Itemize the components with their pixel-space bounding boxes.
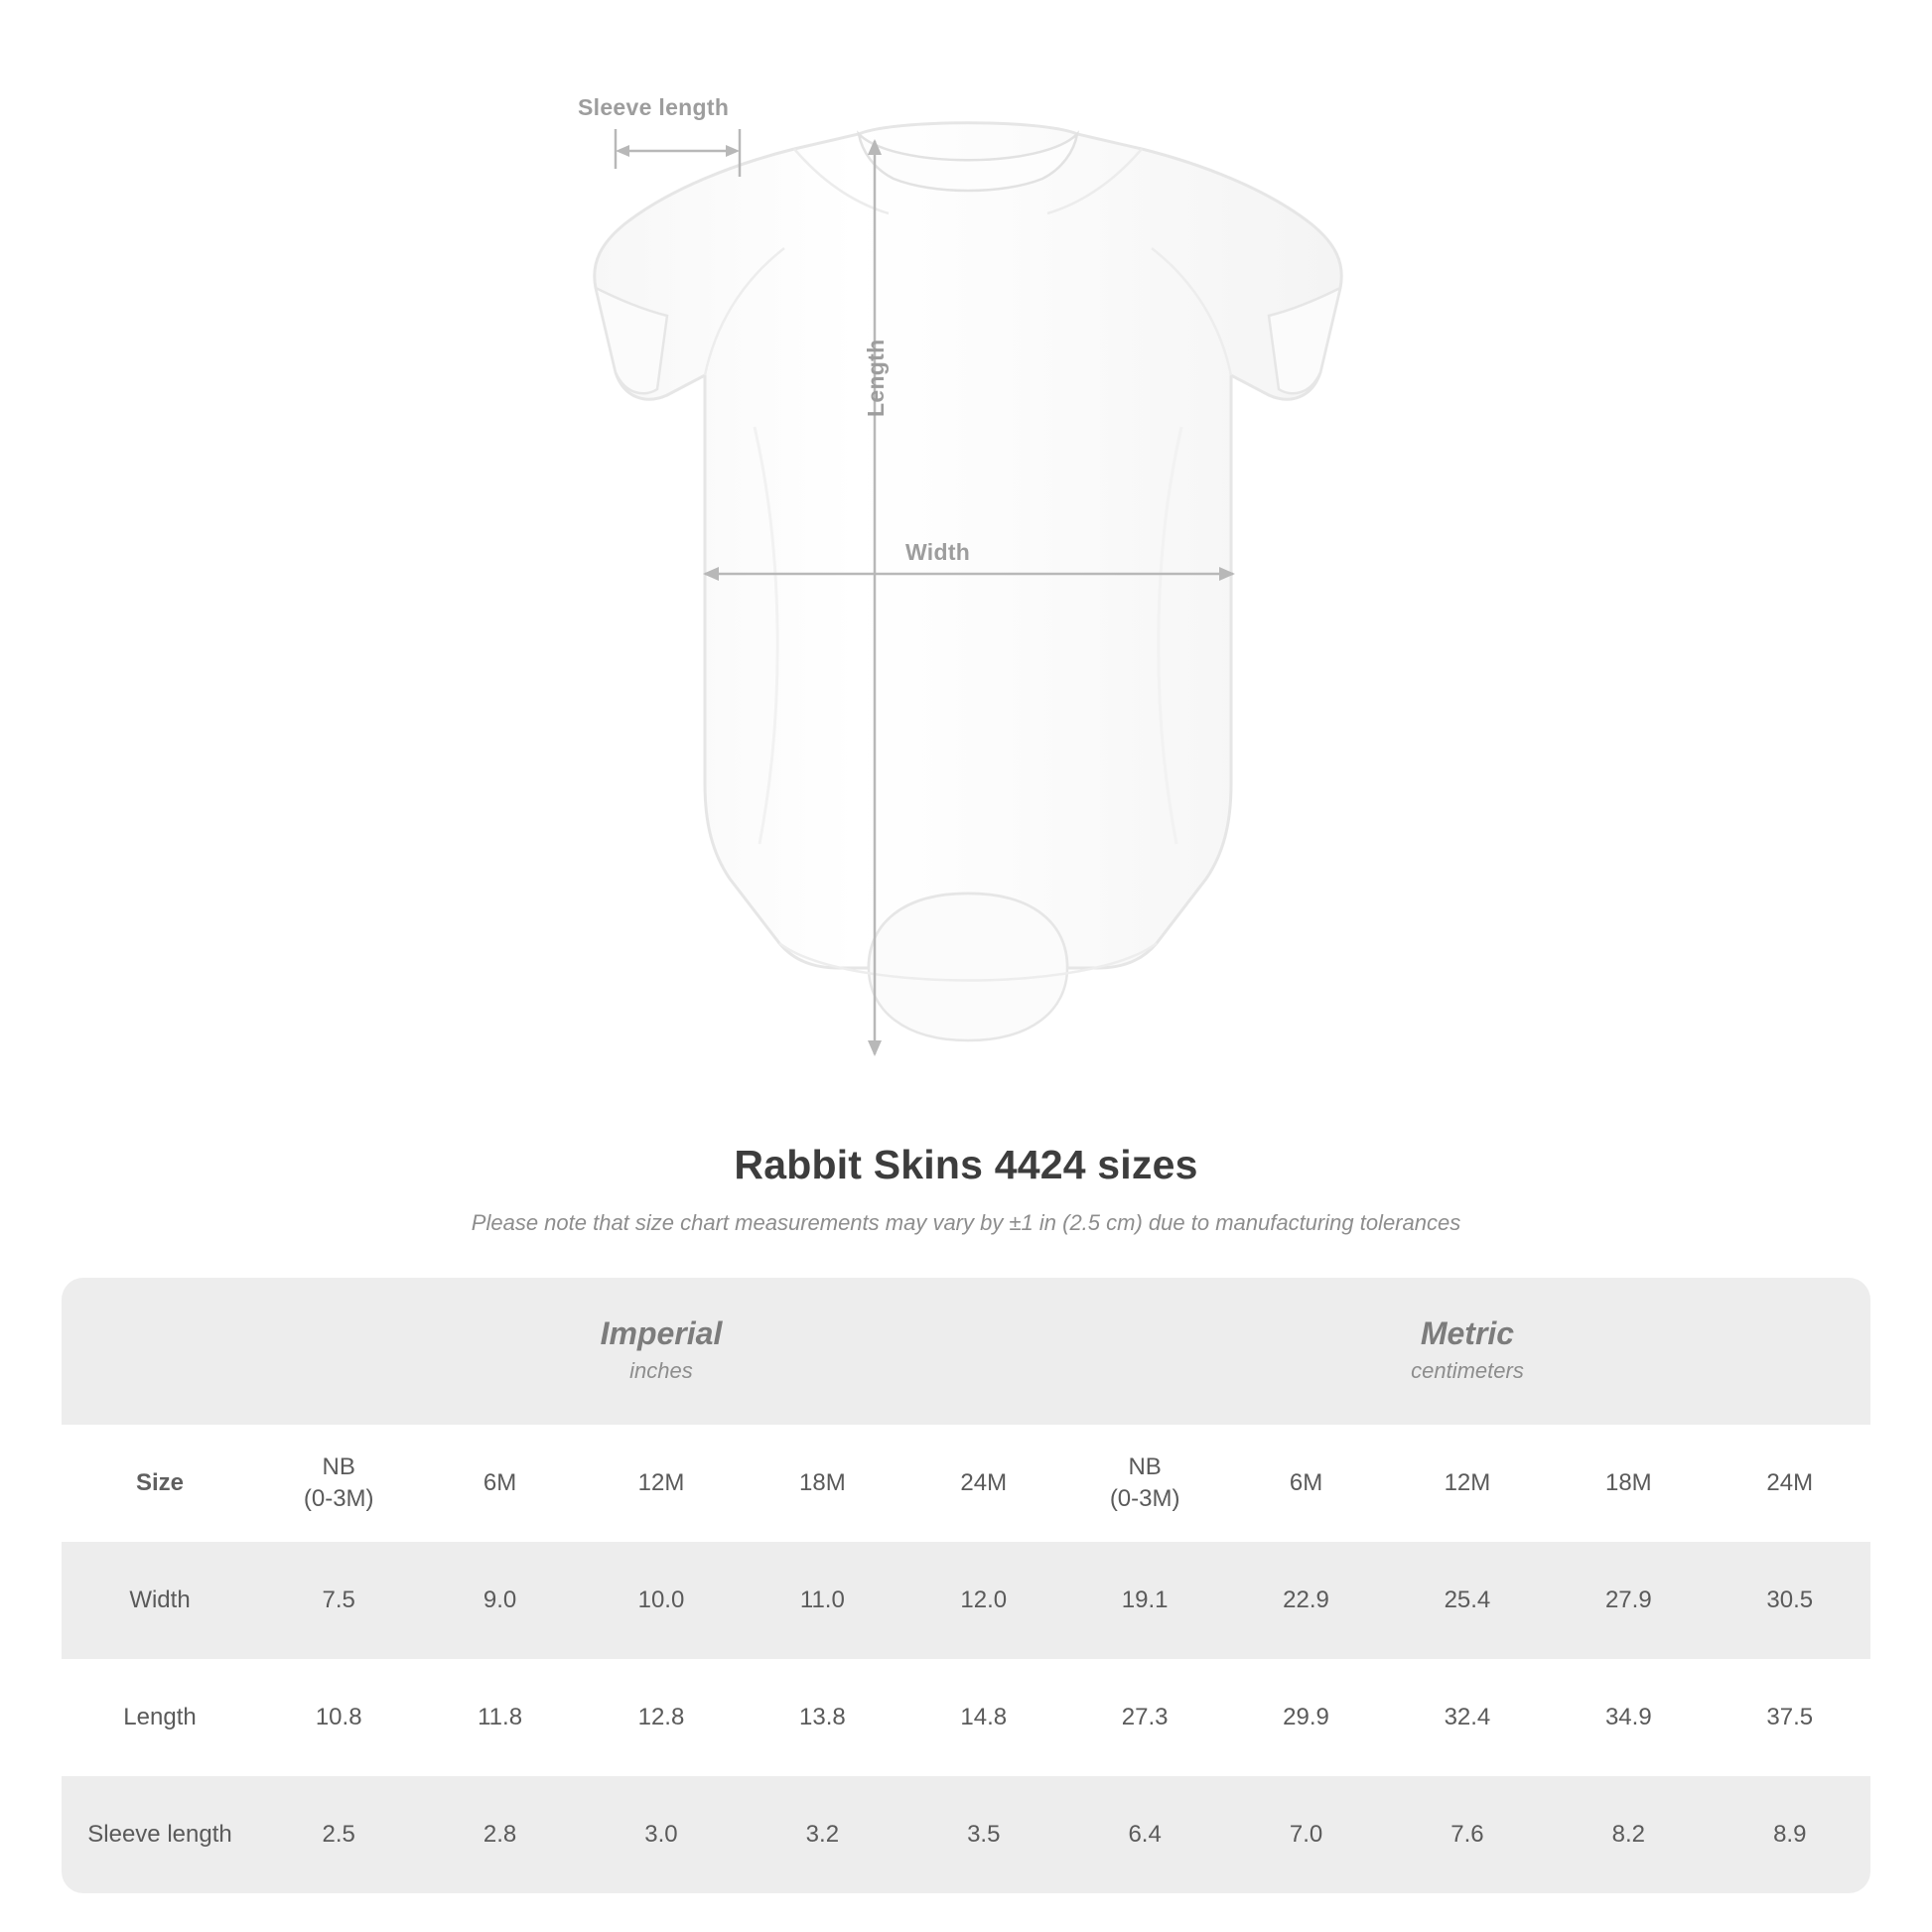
cell-length-6m-imperial: 11.8: [419, 1659, 580, 1776]
cell-sleeve-12m-imperial: 3.0: [581, 1776, 742, 1893]
column-header-24m-imperial: 24M: [903, 1425, 1064, 1542]
row-label-length: Length: [62, 1659, 258, 1776]
cell-width-nb-metric: 19.1: [1064, 1542, 1225, 1659]
cell-sleeve-12m-metric: 7.6: [1387, 1776, 1548, 1893]
column-header-bottom: (0-3M): [303, 1485, 374, 1512]
size-table-container: [62, 1278, 1870, 1893]
unit-header-row: [62, 1278, 1870, 1425]
cell-sleeve-6m-imperial: 2.8: [419, 1776, 580, 1893]
column-header-12m-imperial: 12M: [581, 1425, 742, 1542]
column-header-top: NB: [1128, 1452, 1162, 1480]
column-header-18m-imperial: 18M: [742, 1425, 902, 1542]
cell-sleeve-24m-metric: 8.9: [1710, 1776, 1870, 1893]
cell-length-18m-metric: 34.9: [1548, 1659, 1709, 1776]
cell-width-12m-imperial: 10.0: [581, 1542, 742, 1659]
length-dimension-label: Length: [863, 339, 889, 417]
cell-width-18m-metric: 27.9: [1548, 1542, 1709, 1659]
table-row: [62, 1659, 1870, 1776]
column-header-bottom: (0-3M): [1109, 1485, 1180, 1512]
unit-name-metric: Metric: [1420, 1315, 1515, 1352]
table-corner-cell: [62, 1278, 258, 1425]
width-dimension-label: Width: [905, 539, 971, 565]
row-label-sleeve-length: Sleeve length: [62, 1776, 258, 1893]
unit-sub-metric: centimeters: [1411, 1358, 1524, 1384]
column-header-12m-metric: 12M: [1387, 1425, 1548, 1542]
column-header-6m-metric: 6M: [1225, 1425, 1386, 1542]
tolerance-note: Please note that size chart measurements may vary by ±1 in (2.5 cm) due to manufacturing tolerances: [471, 1210, 1461, 1235]
page-title: Rabbit Skins 4424 sizes: [734, 1142, 1198, 1187]
cell-sleeve-nb-metric: 6.4: [1064, 1776, 1225, 1893]
cell-width-nb-imperial: 7.5: [258, 1542, 419, 1659]
size-header-row: [62, 1425, 1870, 1542]
cell-length-12m-imperial: 12.8: [581, 1659, 742, 1776]
sleeve-length-dimension-label: Sleeve length: [578, 94, 730, 120]
row-label-width: Width: [62, 1542, 258, 1659]
cell-sleeve-6m-metric: 7.0: [1225, 1776, 1386, 1893]
cell-width-18m-imperial: 11.0: [742, 1542, 902, 1659]
column-header-nb-imperial: [258, 1425, 419, 1542]
cell-length-12m-metric: 32.4: [1387, 1659, 1548, 1776]
cell-length-24m-metric: 37.5: [1710, 1659, 1870, 1776]
cell-length-18m-imperial: 13.8: [742, 1659, 902, 1776]
cell-sleeve-18m-imperial: 3.2: [742, 1776, 902, 1893]
cell-sleeve-nb-imperial: 2.5: [258, 1776, 419, 1893]
column-header-18m-metric: 18M: [1548, 1425, 1709, 1542]
cell-sleeve-18m-metric: 8.2: [1548, 1776, 1709, 1893]
cell-length-6m-metric: 29.9: [1225, 1659, 1386, 1776]
cell-width-24m-imperial: 12.0: [903, 1542, 1064, 1659]
size-table: [62, 1278, 1870, 1893]
cell-width-6m-metric: 22.9: [1225, 1542, 1386, 1659]
unit-name-imperial: Imperial: [600, 1315, 723, 1352]
unit-group-metric: [1064, 1278, 1870, 1425]
cell-length-nb-metric: 27.3: [1064, 1659, 1225, 1776]
cell-length-nb-imperial: 10.8: [258, 1659, 419, 1776]
cell-width-6m-imperial: 9.0: [419, 1542, 580, 1659]
title-block: [0, 1142, 1932, 1236]
column-header-top: NB: [322, 1452, 355, 1480]
cell-width-12m-metric: 25.4: [1387, 1542, 1548, 1659]
unit-group-imperial: [258, 1278, 1064, 1425]
row-label-size: Size: [62, 1425, 258, 1542]
column-header-nb-metric: [1064, 1425, 1225, 1542]
unit-sub-imperial: inches: [629, 1358, 693, 1384]
cell-length-24m-imperial: 14.8: [903, 1659, 1064, 1776]
column-header-24m-metric: 24M: [1710, 1425, 1870, 1542]
column-header-6m-imperial: 6M: [419, 1425, 580, 1542]
table-row: [62, 1542, 1870, 1659]
cell-sleeve-24m-imperial: 3.5: [903, 1776, 1064, 1893]
table-row: [62, 1776, 1870, 1893]
cell-width-24m-metric: 30.5: [1710, 1542, 1870, 1659]
